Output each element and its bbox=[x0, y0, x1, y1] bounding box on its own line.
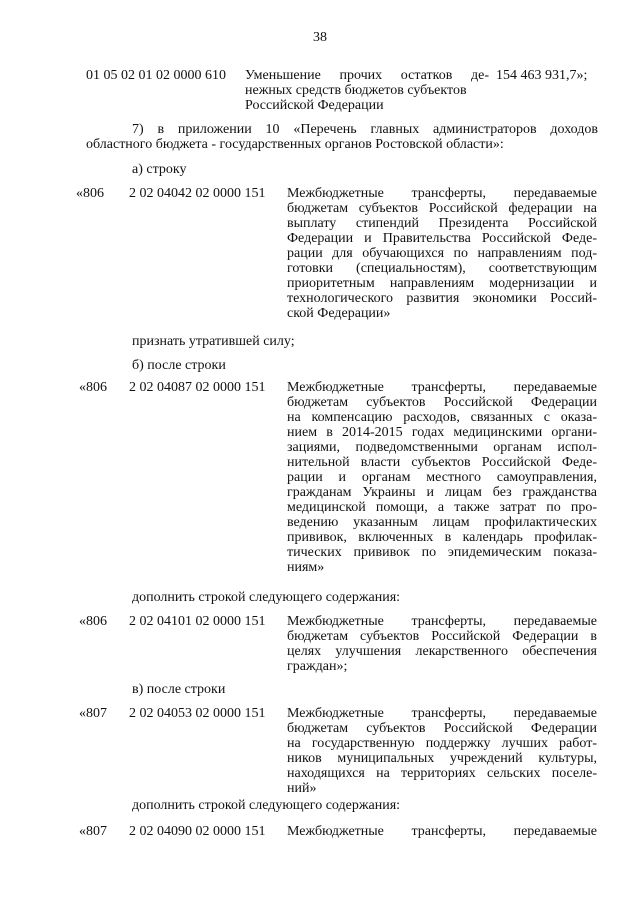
desc-line: медицинской помощи, а также затрат по про- bbox=[287, 500, 597, 515]
desc-line: ниям» bbox=[287, 560, 325, 575]
desc-line: нием в 2014-2015 годах медицинскими органи- bbox=[287, 425, 597, 440]
desc-line: приоритетным направлениям модернизации и bbox=[287, 276, 597, 291]
desc-line: нежных средств бюджетов субъектов bbox=[245, 83, 467, 98]
instruction-add-row: дополнить строкой следующего содержания: bbox=[132, 590, 401, 605]
row-description bbox=[287, 706, 597, 796]
amount: 154 463 931,7»; bbox=[496, 68, 588, 83]
budget-code: 01 05 02 01 02 0000 610 bbox=[86, 68, 226, 83]
desc-line: на компенсацию расходов, связанных с оказа- bbox=[287, 410, 597, 425]
budget-code: 2 02 04090 02 0000 151 bbox=[129, 824, 266, 839]
paragraph-7 bbox=[86, 122, 598, 152]
desc-line: прививок, включенных в календарь профилак- bbox=[287, 530, 597, 545]
desc-line: бюджетам субъектов Российской Федерации в bbox=[287, 629, 597, 644]
budget-code: 2 02 04087 02 0000 151 bbox=[129, 380, 266, 395]
row-quote: «806 bbox=[79, 380, 107, 395]
row-quote: «806 bbox=[79, 614, 107, 629]
desc-line: ской Федерации» bbox=[287, 306, 391, 321]
instruction-c: в) после строки bbox=[132, 682, 226, 697]
budget-code: 2 02 04042 02 0000 151 bbox=[129, 186, 266, 201]
row-description bbox=[287, 380, 597, 575]
page-number: 38 bbox=[313, 30, 327, 45]
desc-line: Межбюджетные трансферты, передаваемые bbox=[287, 824, 597, 839]
row-quote: «807 bbox=[79, 706, 107, 721]
paragraph-line: областного бюджета - государственных органов Ростовской области»: bbox=[86, 137, 504, 152]
desc-line: на государственную поддержку лучших работ- bbox=[287, 736, 597, 751]
desc-line: нительной власти субъектов Российской Феде- bbox=[287, 455, 597, 470]
instruction-b: б) после строки bbox=[132, 358, 226, 373]
budget-code: 2 02 04053 02 0000 151 bbox=[129, 706, 266, 721]
desc-line: находящихся на территориях сельских поселе- bbox=[287, 766, 597, 781]
desc-line: граждан»; bbox=[287, 659, 348, 674]
instruction-a: а) строку bbox=[132, 162, 187, 177]
desc-line: бюджетам субъектов Российской Федерации bbox=[287, 395, 597, 410]
desc-line: Межбюджетные трансферты, передаваемые bbox=[287, 186, 597, 201]
row-quote: «807 bbox=[79, 824, 107, 839]
row-description bbox=[287, 186, 597, 321]
desc-line: ников муниципальных учреждений культуры, bbox=[287, 751, 597, 766]
desc-line: рации и органам местного самоуправления, bbox=[287, 470, 597, 485]
desc-line: бюджетам субъектов Российской Федерации bbox=[287, 721, 597, 736]
instruction-add-row: дополнить строкой следующего содержания: bbox=[132, 798, 401, 813]
row-quote: «806 bbox=[76, 186, 104, 201]
desc-line: рации для обучающихся по направлениям под- bbox=[287, 246, 597, 261]
desc-line: ний» bbox=[287, 781, 317, 796]
instruction-lost-force: признать утратившей силу; bbox=[132, 334, 295, 349]
row-description bbox=[287, 614, 597, 674]
desc-line: тических прививок по эпидемическим показа- bbox=[287, 545, 597, 560]
desc-line: Федерации и Правительства Российской Феде- bbox=[287, 231, 597, 246]
row-description bbox=[245, 68, 489, 113]
desc-line: ведению указанным лицам профилактических bbox=[287, 515, 597, 530]
budget-code: 2 02 04101 02 0000 151 bbox=[129, 614, 266, 629]
desc-line: целях улучшения лекарственного обеспечения bbox=[287, 644, 597, 659]
desc-line: зациями, подведомственными органам испол- bbox=[287, 440, 597, 455]
desc-line: Межбюджетные трансферты, передаваемые bbox=[287, 614, 597, 629]
desc-line: Уменьшение прочих остатков де- bbox=[245, 68, 489, 83]
desc-line: технологического развития экономики Россий- bbox=[287, 291, 597, 306]
desc-line: Российской Федерации bbox=[245, 98, 384, 113]
paragraph-line: 7) в приложении 10 «Перечень главных администраторов доходов bbox=[132, 122, 598, 137]
desc-line: Межбюджетные трансферты, передаваемые bbox=[287, 380, 597, 395]
desc-line: бюджетам субъектов Российской федерации на bbox=[287, 201, 597, 216]
desc-line: гражданам Украины и лицам без гражданства bbox=[287, 485, 597, 500]
desc-line: выплату стипендий Президента Российской bbox=[287, 216, 597, 231]
row-description bbox=[287, 824, 597, 839]
desc-line: Межбюджетные трансферты, передаваемые bbox=[287, 706, 597, 721]
desc-line: готовки (специальностям), соответствующим bbox=[287, 261, 597, 276]
